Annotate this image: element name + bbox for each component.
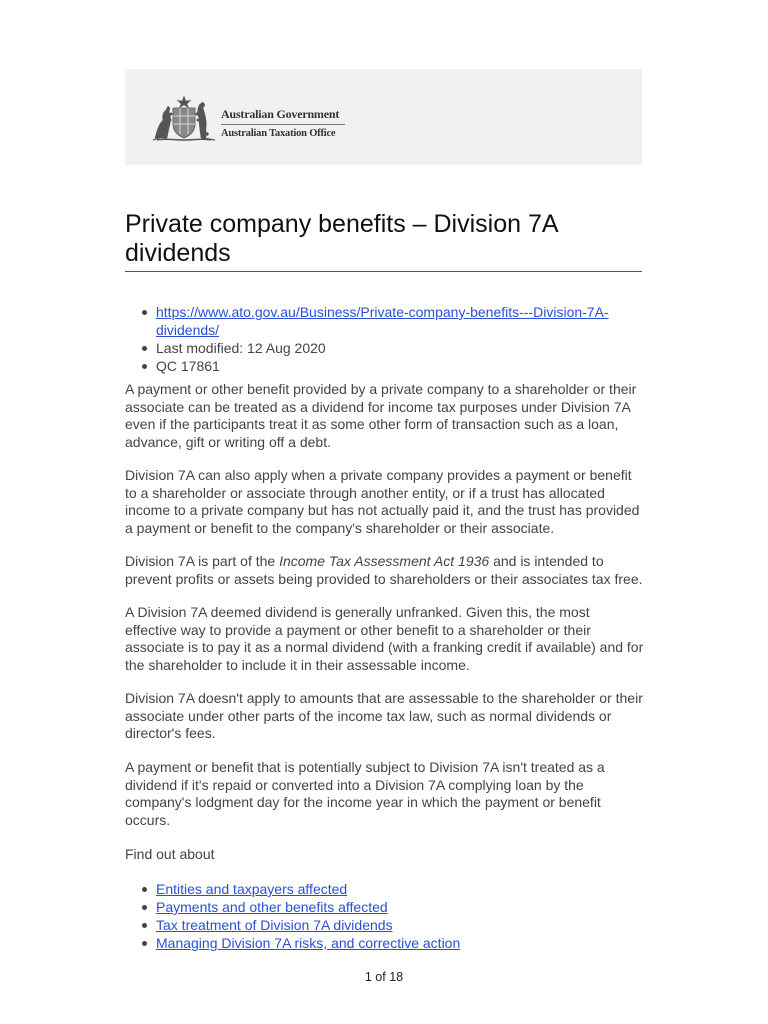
link-entities-affected[interactable]: Entities and taxpayers affected: [156, 881, 348, 897]
government-name: Australian Government: [221, 107, 340, 121]
link-tax-treatment[interactable]: Tax treatment of Division 7A dividends: [156, 917, 393, 933]
paragraph-act-lead: Division 7A is part of the: [125, 553, 280, 569]
meta-url-item: [125, 303, 625, 339]
list-item: [125, 916, 625, 934]
paragraph-trusts: Division 7A can also apply when a private company provides a payment or benefit to a shareholder or associate through another entity, or if a trust has allocated income to a private company but has not actually paid it, and the trust has provided a payment or benefit to the company's shareholder or their associate.: [125, 467, 640, 537]
page-title: Private company benefits – Division 7A dividends: [125, 210, 558, 267]
paragraph-exclusions: Division 7A doesn't apply to amounts that are assessable to the shareholder or their associate under other parts of the income tax law, such as normal dividends or director's fees.: [125, 690, 643, 742]
list-item: [125, 880, 625, 898]
wordmark-divider: [221, 124, 345, 125]
paragraph-act: [125, 553, 645, 588]
header-banner: [125, 69, 642, 165]
meta-last-modified: Last modified: 12 Aug 2020: [125, 339, 625, 357]
find-out-label: Find out about: [125, 846, 215, 862]
related-links-list: [125, 880, 625, 952]
paragraph-intro: A payment or other benefit provided by a private company to a shareholder or their associate can be treated as a dividend for income tax purposes under Division 7A even if the participants treat it as some other form of transaction such as a loan, advance, gift or writing off a debt.: [125, 381, 637, 451]
meta-qc-number: QC 17861: [125, 357, 625, 375]
page-number: 1 of 18: [364, 970, 404, 984]
paragraph-unfranked: A Division 7A deemed dividend is generally unfranked. Given this, the most effective way to provide a payment or other benefit to a shareholder or their associate is to pay it as a normal dividend (with a franking credit if available) and for the shareholder to include it in their assessable income.: [125, 604, 644, 674]
source-url-link[interactable]: https://www.ato.gov.au/Business/Private-company-benefits---Division-7A-dividends/: [156, 304, 609, 338]
paragraph-repayment: A payment or benefit that is potentially subject to Division 7A isn't treated as a dividend if it's repaid or converted into a Division 7A complying loan by the company's lodgment day for the income year in which the payment or benefit occurs.: [125, 759, 605, 829]
paragraph-act-tail: and is intended to prevent profits or assets being provided to shareholders or their associates tax free.: [125, 553, 643, 587]
list-item: [125, 898, 625, 916]
link-managing-risks[interactable]: Managing Division 7A risks, and corrective action: [156, 935, 461, 951]
title-divider: [125, 271, 642, 272]
meta-list: [125, 303, 625, 375]
act-name: Income Tax Assessment Act 1936: [279, 553, 490, 569]
coat-of-arms-logo: [151, 94, 217, 142]
list-item: [125, 934, 625, 952]
government-wordmark: [221, 107, 345, 140]
link-payments-affected[interactable]: Payments and other benefits affected: [156, 899, 388, 915]
agency-name: Australian Taxation Office: [221, 128, 336, 139]
